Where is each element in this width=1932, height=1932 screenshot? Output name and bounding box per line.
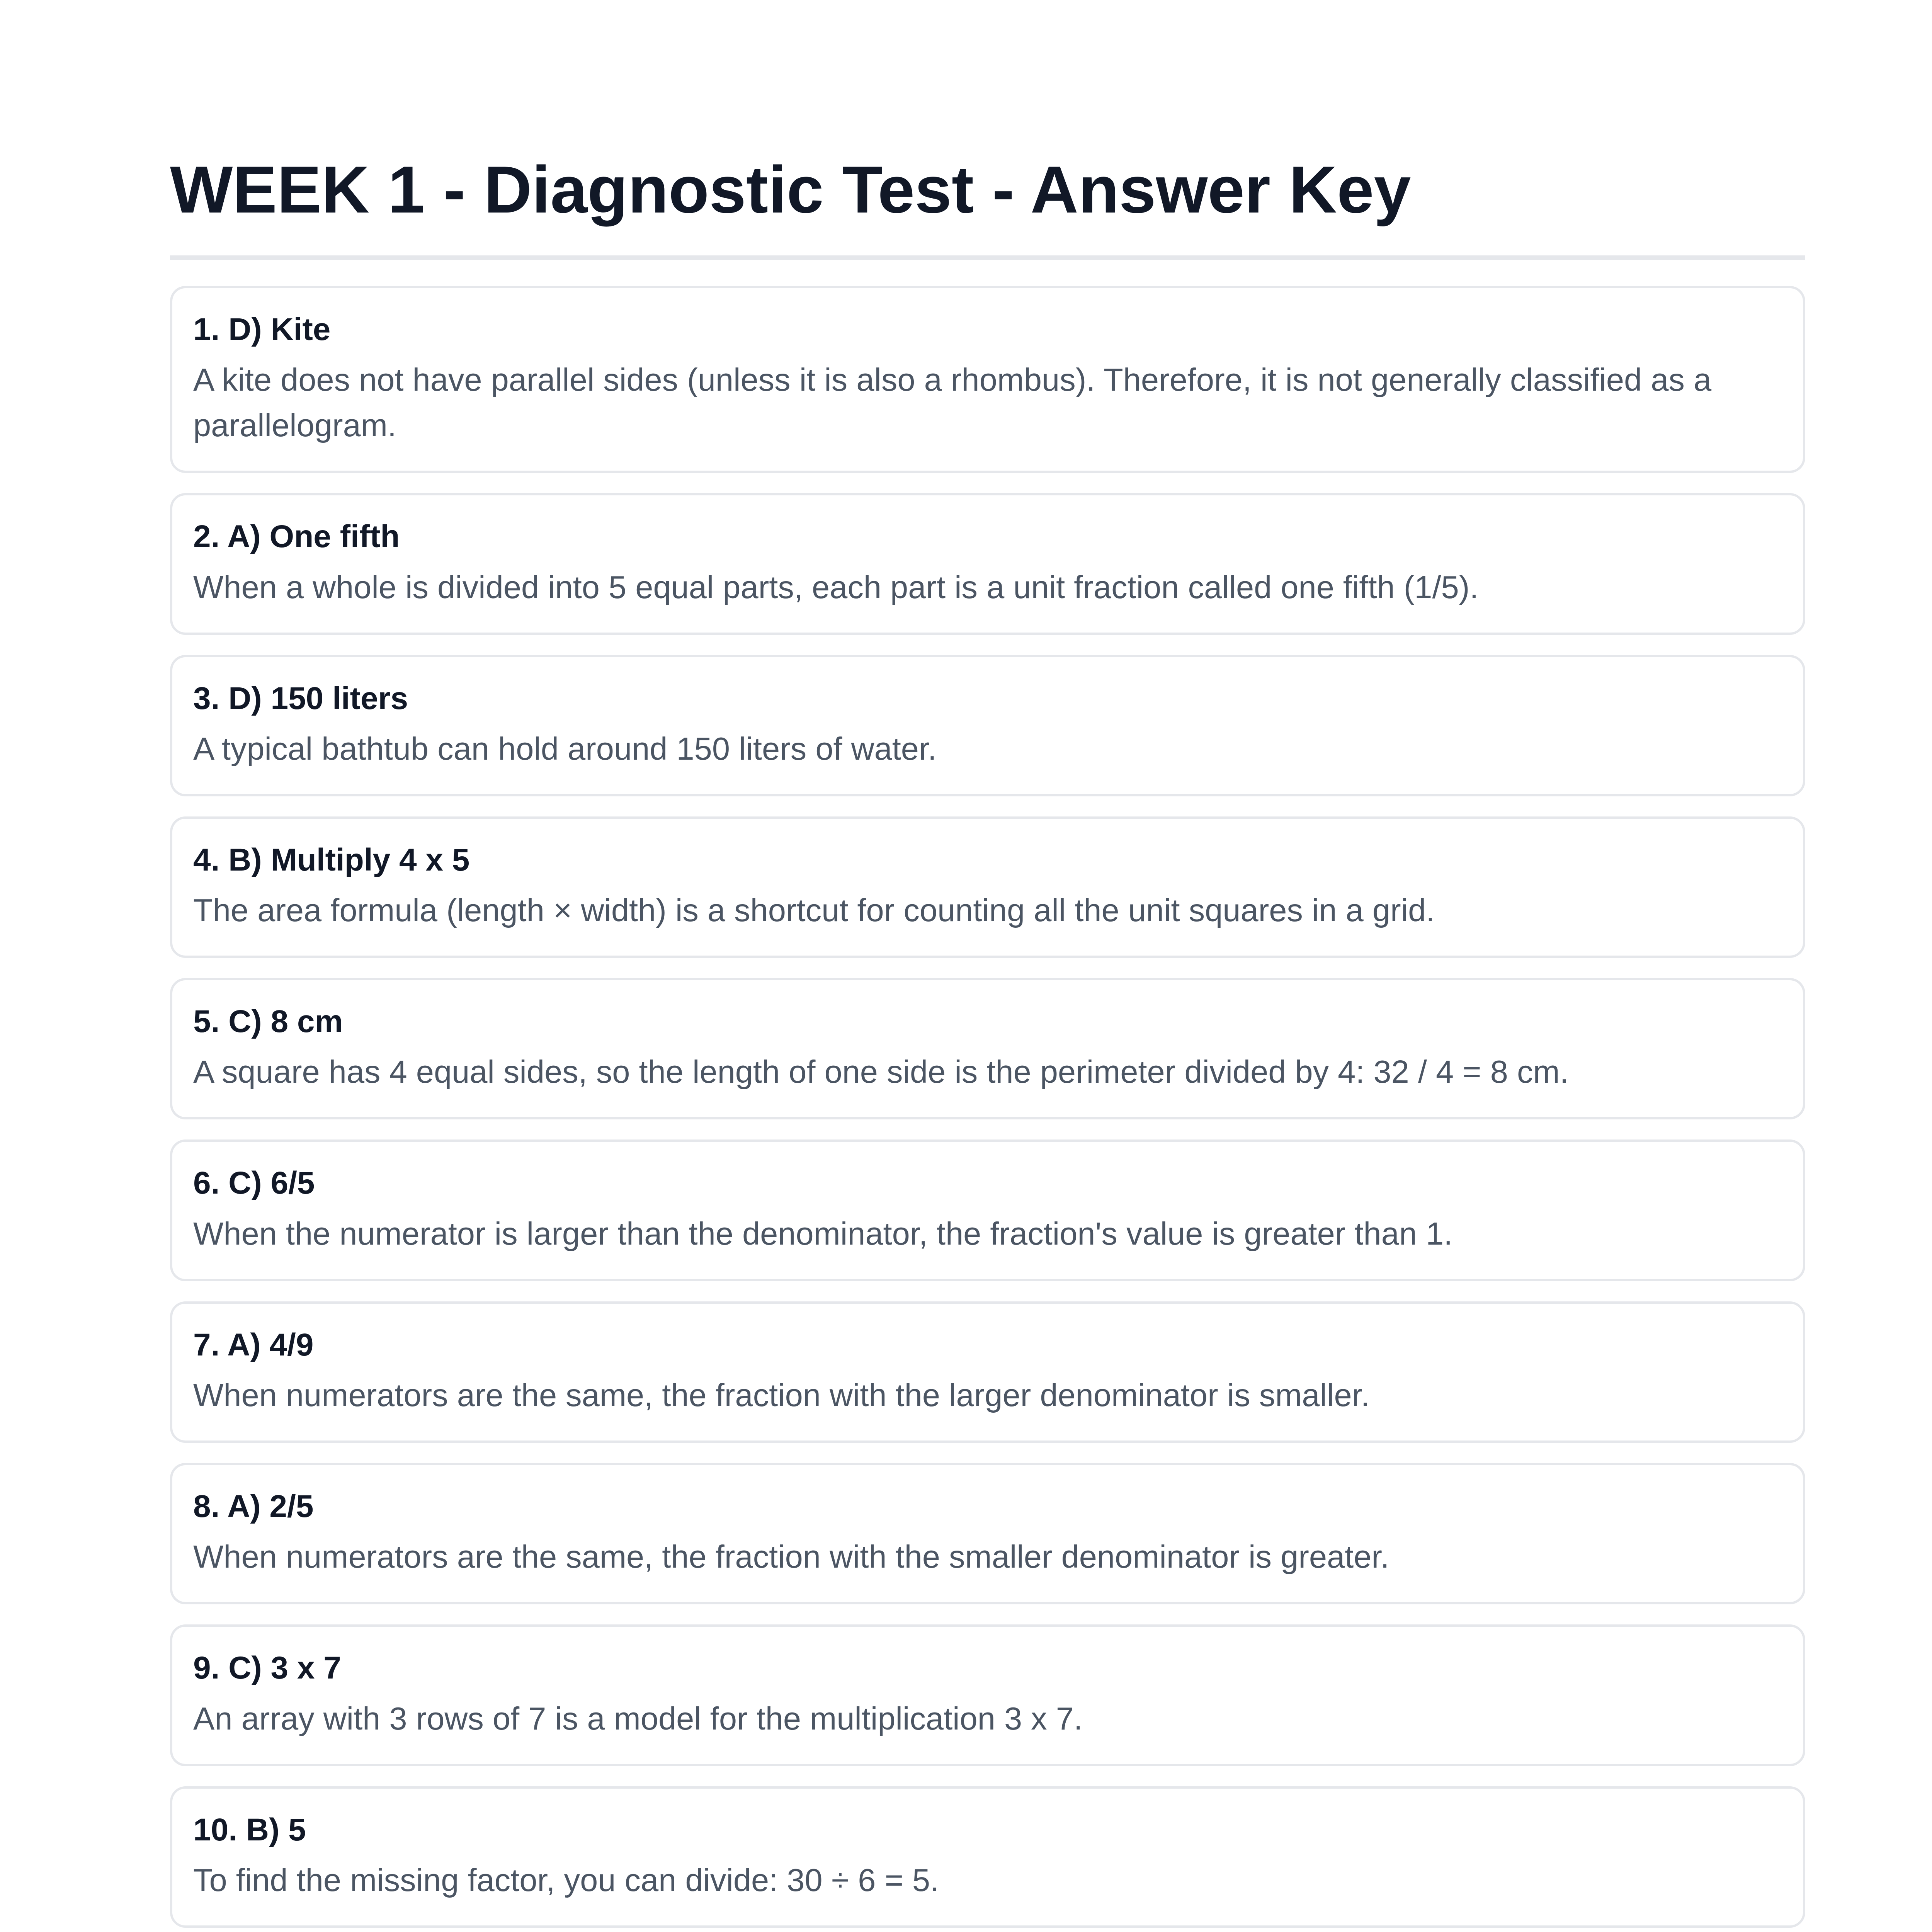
answer-title: 7. A) 4/9 — [193, 1327, 314, 1362]
answer-explanation: When the numerator is larger than the denominator, the fraction's value is greater than 1. — [193, 1215, 1453, 1252]
answer-title: 4. B) Multiply 4 x 5 — [193, 842, 470, 878]
answer-card-1 — [170, 286, 1805, 473]
answer-title: 3. D) 150 liters — [193, 680, 408, 716]
title-divider — [170, 255, 1805, 260]
answer-card-6 — [170, 1139, 1805, 1281]
page-title: WEEK 1 - Diagnostic Test - Answer Key — [170, 153, 1411, 227]
answer-explanation: An array with 3 rows of 7 is a model for the multiplication 3 x 7. — [193, 1700, 1083, 1736]
answer-card-8 — [170, 1463, 1805, 1604]
answer-explanation: A square has 4 equal sides, so the length of one side is the perimeter divided by 4: 32 / 4 = 8 cm. — [193, 1054, 1569, 1090]
answer-list — [170, 286, 1805, 1932]
answer-title: 6. C) 6/5 — [193, 1165, 315, 1201]
answer-card-5 — [170, 978, 1805, 1119]
answer-explanation: A typical bathtub can hold around 150 liters of water. — [193, 730, 937, 767]
answer-title: 8. A) 2/5 — [193, 1489, 314, 1524]
answer-card-9 — [170, 1624, 1805, 1766]
answer-title: 10. B) 5 — [193, 1812, 306, 1847]
answer-title: 9. C) 3 x 7 — [193, 1650, 341, 1686]
answer-title: 2. A) One fifth — [193, 519, 400, 554]
answer-title: 5. C) 8 cm — [193, 1004, 343, 1039]
answer-explanation: To find the missing factor, you can divide: 30 ÷ 6 = 5. — [193, 1862, 939, 1898]
answer-card-7 — [170, 1301, 1805, 1443]
answer-explanation: A kite does not have parallel sides (unless it is also a rhombus). Therefore, it is not generally classified as a parallelogram. — [193, 362, 1712, 444]
answer-card-2 — [170, 493, 1805, 634]
answer-card-10 — [170, 1786, 1805, 1928]
answer-card-4 — [170, 816, 1805, 958]
answer-explanation: When a whole is divided into 5 equal parts, each part is a unit fraction called one fifth (1/5). — [193, 569, 1479, 605]
answer-card-3 — [170, 655, 1805, 796]
answer-explanation: When numerators are the same, the fraction with the larger denominator is smaller. — [193, 1377, 1370, 1413]
answer-explanation: The area formula (length × width) is a shortcut for counting all the unit squares in a grid. — [193, 892, 1435, 929]
answer-title: 1. D) Kite — [193, 312, 331, 347]
answer-explanation: When numerators are the same, the fraction with the smaller denominator is greater. — [193, 1539, 1389, 1575]
